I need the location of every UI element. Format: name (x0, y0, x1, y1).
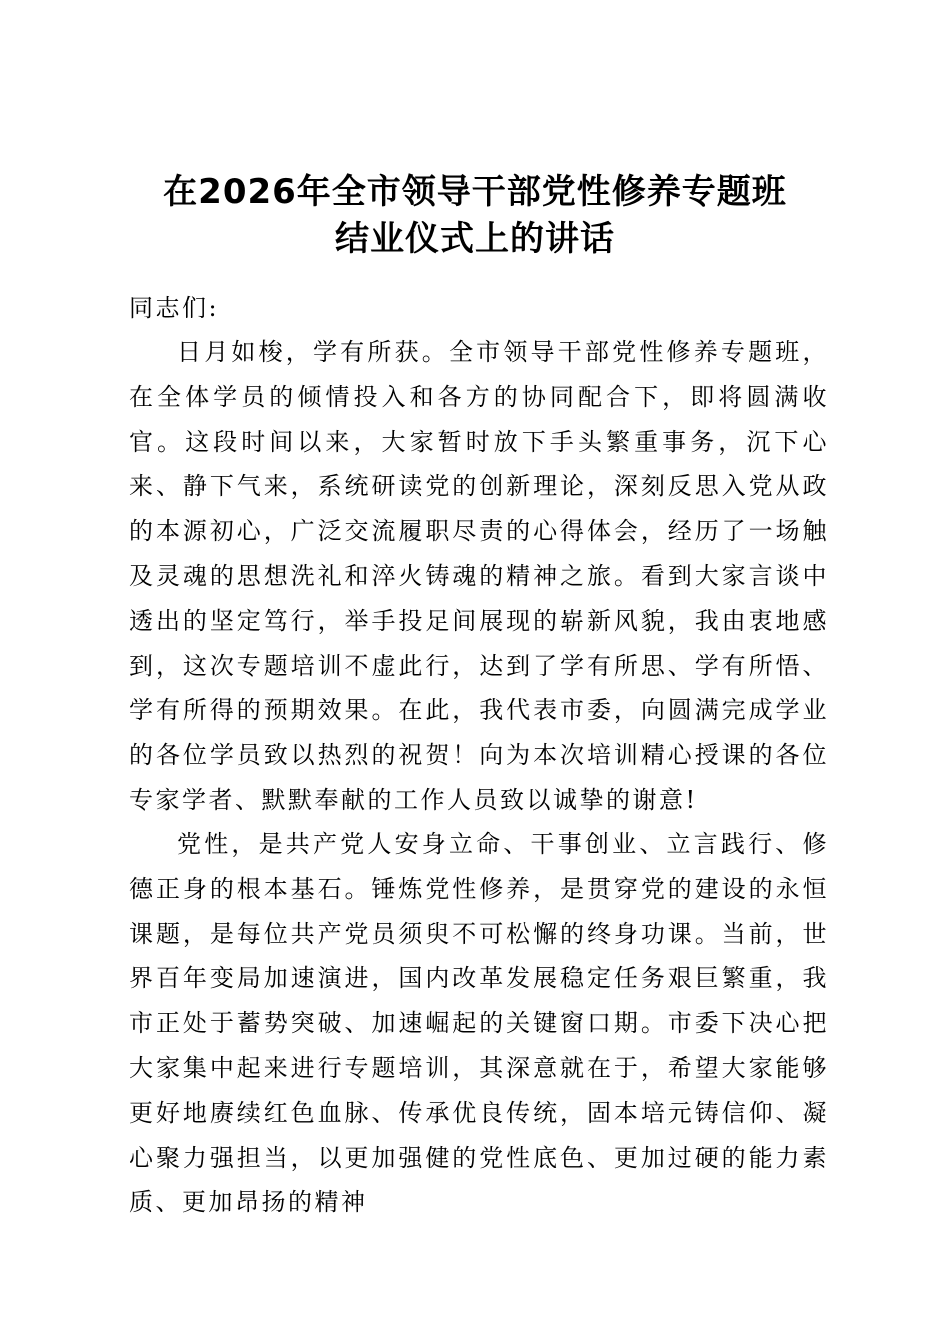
salutation: 同志们: (129, 294, 220, 322)
paragraph-1: 日月如梭，学有所获。全市领导干部党性修养专题班，在全体学员的倾情投入和各方的协同配合下，即将圆满收官。这段时间以来，大家暂时放下手头繁重事务，沉下心来、静下气来，系统研读党的创新理论，深刻反思入党从政的本源初心，广泛交流履职尽责的心得体会，经历了一场触及灵魂的思想洗礼和淬火铸魂的精神之旅。看到大家言谈中透出的坚定笃行，举手投足间展现的崭新风貌，我由衷地感到，这次专题培训不虚此行，达到了学有所思、学有所悟、学有所得的预期效果。在此，我代表市委，向圆满完成学业的各位学员致以热烈的祝贺！向为本次培训精心授课的各位专家学者、默默奉献的工作人员致以诚挚的谢意! (129, 338, 829, 814)
document-title-line-2: 结业仪式上的讲话 (335, 219, 615, 259)
paragraph-2: 党性，是共产党人安身立命、干事创业、立言践行、修德正身的根本基石。锤炼党性修养，是贯穿党的建设的永恒课题，是每位共产党员须臾不可松懈的终身功课。当前，世界百年变局加速演进，国内改革发展稳定任务艰巨繁重，我市正处于蓄势突破、加速崛起的关键窗口期。市委下决心把大家集中起来进行专题培训，其深意就在于，希望大家能够更好地赓续红色血脉、传承优良传统，固本培元铸信仰、凝心聚力强担当，以更加强健的党性底色、更加过硬的能力素质、更加昂扬的精神 (129, 830, 829, 1217)
document-title-line-1: 在2026年全市领导干部党性修养专题班 (163, 172, 787, 212)
